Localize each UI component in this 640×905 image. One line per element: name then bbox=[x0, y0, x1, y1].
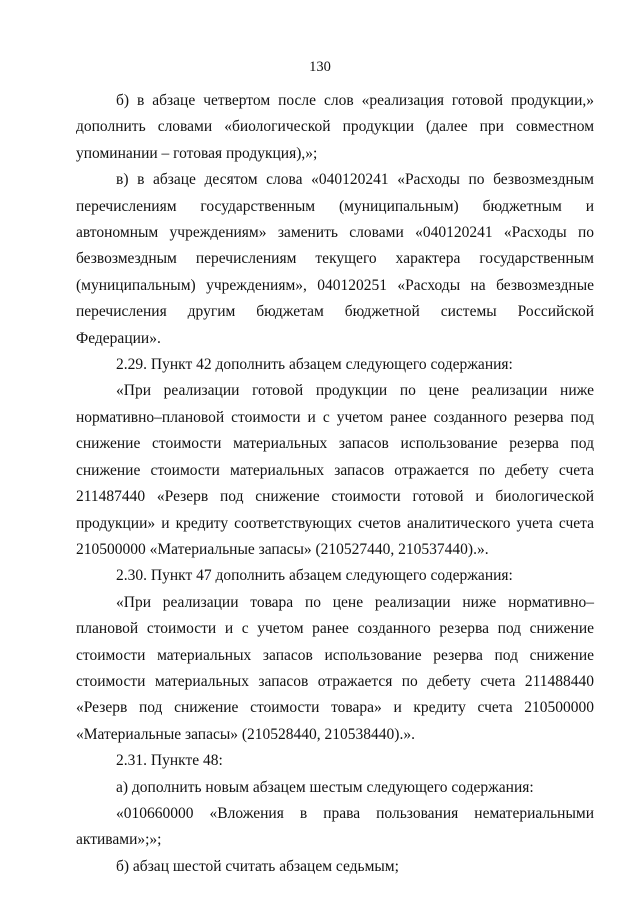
paragraph-2-31-heading: 2.31. Пункте 48: bbox=[116, 752, 223, 770]
paragraph-a-add-sixth: а) дополнить новым абзацем шестым следующего содержания: bbox=[116, 778, 534, 796]
paragraph-2-29-content: «При реализации готовой продукции по цене реализации ниже нормативно–плановой стоимости и с учетом ранее созданного резерва под снижение стоимости материальных запасов использование резерва под снижение стоимости материальных запасов отражается по дебету счета 211487440 «Резерв под снижение стоимости готовой и биологической продукции» и кредиту соответствующих счетов аналитического учета счета 210500000 «Материальные запасы» (210527440, 210537440).». bbox=[76, 382, 594, 558]
paragraph-2-29-heading: 2.29. Пункт 42 дополнить абзацем следующего содержания: bbox=[116, 356, 513, 374]
paragraph-v-replace-expenses: в) в абзаце десятом слова «040120241 «Расходы по безвозмездным перечислениям государственным (муниципальным) бюджетным и автономным учреждениям» заменить словами «040120241 «Расходы по безвозмездным перечислениям текущего характера государственным (муниципальным) учреждениям», 040120251 «Расходы на безвозмездные перечисления другим бюджетам бюджетной системы Российской Федерации». bbox=[76, 171, 594, 347]
paragraph-b-sixth-to-seventh: б) абзац шестой считать абзацем седьмым; bbox=[116, 857, 399, 875]
page-number: 130 bbox=[309, 59, 331, 75]
document-body bbox=[76, 88, 594, 880]
paragraph-2-30-heading: 2.30. Пункт 47 дополнить абзацем следующего содержания: bbox=[116, 567, 513, 585]
paragraph-account-010660000: «010660000 «Вложения в права пользования нематериальными активами»;»; bbox=[76, 804, 594, 849]
paragraph-2-30-content: «При реализации товара по цене реализации ниже нормативно–плановой стоимости и с учетом ранее созданного резерва под снижение стоимости материальных запасов использование резерва под снижение стоимости материальных запасов отражается по дебету счета 211488440 «Резерв под снижение стоимости товара» и кредиту счета 210500000 «Материальные запасы» (210528440, 210538440).». bbox=[76, 593, 594, 743]
paragraph-b-insert-biological: б) в абзаце четвертом после слов «реализация готовой продукции,» дополнить словами «биологической продукции (далее при совместном упоминании – готовая продукция),»; bbox=[76, 92, 594, 162]
